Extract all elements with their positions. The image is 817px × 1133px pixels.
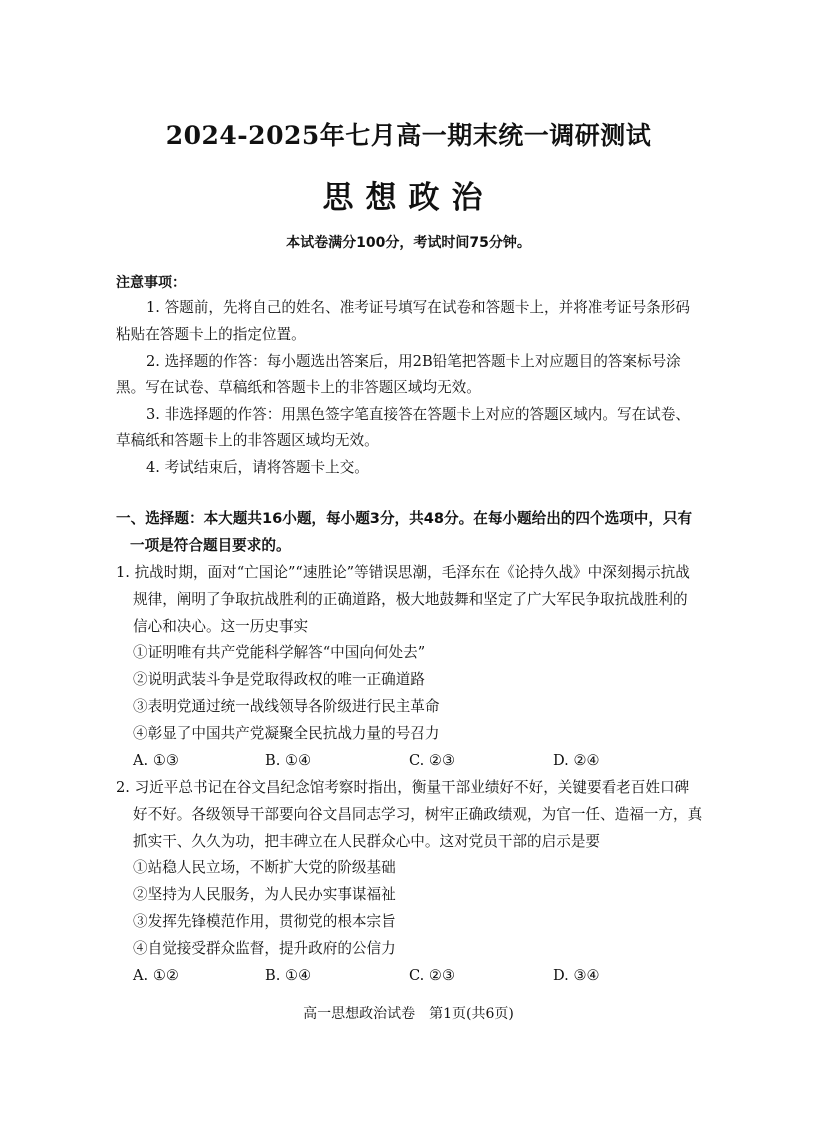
- option-d[interactable]: D. ②④: [553, 752, 600, 769]
- question-stem: 1. 抗战时期，面对“亡国论”“速胜论”等错误思潮，毛泽东在《论持久战》中深刻揭示抗战: [116, 564, 690, 581]
- statement: ②说明武装斗争是党取得政权的唯一正确道路: [133, 671, 425, 688]
- section-heading-cont: 一项是符合题目要求的。: [130, 537, 291, 554]
- statement: ③表明党通过统一战线领导各阶级进行民主革命: [133, 698, 440, 715]
- statement: ④自觉接受群众监督，提升政府的公信力: [133, 940, 396, 957]
- option-a[interactable]: A. ①②: [133, 967, 179, 984]
- notice-line: 黑。写在试卷、草稿纸和答题卡上的非答题区域均无效。: [116, 379, 481, 396]
- statement: ③发挥先锋模范作用，贯彻党的根本宗旨: [133, 913, 396, 930]
- option-c[interactable]: C. ②③: [409, 752, 456, 769]
- notice-line: 粘贴在答题卡上的指定位置。: [116, 326, 306, 343]
- score-info: 本试卷满分100分，考试时间75分钟。: [286, 235, 531, 251]
- question-stem: 规律，阐明了争取抗战胜利的正确道路，极大地鼓舞和坚定了广大军民争取抗战胜利的: [133, 591, 688, 608]
- option-a[interactable]: A. ①③: [133, 752, 179, 769]
- notice-line: 4. 考试结束后，请将答题卡上交。: [146, 459, 369, 476]
- statement: ②坚持为人民服务，为人民办实事谋福祉: [133, 886, 396, 903]
- notice-line: 2. 选择题的作答：每小题选出答案后，用2B铅笔把答题卡上对应题目的答案标号涂: [146, 353, 681, 370]
- question-stem: 2. 习近平总书记在谷文昌纪念馆考察时指出，衡量干部业绩好不好，关键要看老百姓口碑: [116, 779, 690, 796]
- option-b[interactable]: B. ①④: [265, 752, 312, 769]
- question-stem: 抓实干、久久为功，把丰碑立在人民群众心中。这对党员干部的启示是要: [133, 833, 601, 850]
- option-d[interactable]: D. ③④: [553, 967, 600, 984]
- notice-line: 3. 非选择题的作答：用黑色签字笔直接答在答题卡上对应的答题区域内。写在试卷、: [146, 406, 690, 423]
- statement: ①证明唯有共产党能科学解答“中国向何处去”: [133, 644, 426, 661]
- statement: ④彰显了中国共产党凝聚全民抗战力量的号召力: [133, 725, 440, 742]
- option-b[interactable]: B. ①④: [265, 967, 312, 984]
- subject-title: 思想政治: [322, 180, 495, 216]
- question-stem: 信心和决心。这一历史事实: [133, 618, 309, 635]
- statement: ①站稳人民立场，不断扩大党的阶级基础: [133, 859, 396, 876]
- exam-title: 2024-2025年七月高一期末统一调研测试: [165, 121, 652, 150]
- option-c[interactable]: C. ②③: [409, 967, 456, 984]
- section-heading: 一、选择题：本大题共16小题，每小题3分，共48分。在每小题给出的四个选项中，只有: [116, 510, 693, 527]
- notice-line: 草稿纸和答题卡上的非答题区域均无效。: [116, 432, 379, 449]
- page-footer: 高一思想政治试卷 第1页(共6页): [303, 1006, 514, 1022]
- notice-line: 1. 答题前，先将自己的姓名、准考证号填写在试卷和答题卡上，并将准考证号条形码: [146, 299, 690, 316]
- question-stem: 好不好。各级领导干部要向谷文昌同志学习，树牢正确政绩观，为官一任、造福一方，真: [133, 806, 703, 823]
- notice-title: 注意事项：: [116, 275, 186, 291]
